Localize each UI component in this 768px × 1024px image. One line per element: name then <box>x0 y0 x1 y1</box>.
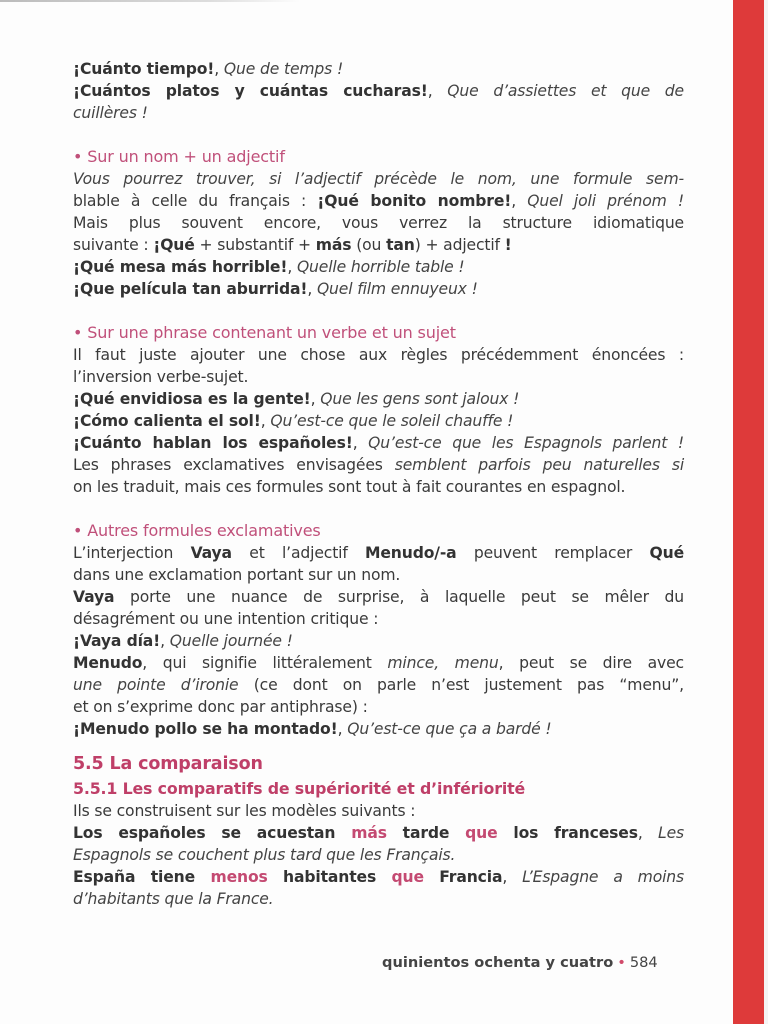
paragraph-line: blable à celle du français : ¡Qué bonito nombre!, Quel joli prénom ! <box>73 192 684 210</box>
scan-top-edge <box>0 0 300 2</box>
example-line: ¡Qué mesa más horrible!, Quelle horrible table ! <box>73 258 465 276</box>
spanish-example: ¡Cuánto tiempo! <box>73 60 215 78</box>
french-translation: Que les gens sont jaloux ! <box>320 390 520 408</box>
spanish-example: Francia <box>423 868 503 886</box>
french-translation: Qu’est-ce que les Espagnols parlent ! <box>368 434 685 452</box>
spanish-example: ¡Cuántos platos y cuántas cucharas! <box>73 82 428 100</box>
bullet-heading: • Autres formules exclamatives <box>73 521 321 540</box>
paragraph-line <box>73 674 684 696</box>
page-body <box>73 58 684 910</box>
text: blable à celle du français : <box>73 192 318 210</box>
example-line-cont <box>73 888 684 910</box>
section-heading: 5.5 La comparaison <box>73 754 263 774</box>
paragraph-line <box>73 586 684 608</box>
spanish-example: los franceses <box>497 824 638 842</box>
keyword: Vaya <box>190 544 232 562</box>
italic-text: mince, menu <box>387 654 499 672</box>
keyword: Menudo/-a <box>365 544 457 562</box>
spanish-example: ¡Cómo calienta el sol! <box>73 412 261 430</box>
spanish-example: ¡Cuánto hablan los españoles! <box>73 434 353 452</box>
spacer <box>73 740 684 750</box>
french-translation: Espagnols se couchent plus tard que les Français. <box>73 846 456 864</box>
example-line-cont <box>73 844 684 866</box>
keyword: Vaya <box>73 588 115 606</box>
paragraph-line <box>73 234 684 256</box>
bullet-separator-icon: • <box>617 954 626 971</box>
example-line-cont <box>73 102 684 124</box>
spanish-example: España tiene <box>73 868 211 886</box>
paragraph-line: dans une exclamation portant sur un nom. <box>73 566 401 584</box>
italic-text: semblent parfois peu naturelles si <box>394 456 685 474</box>
spanish-example: ¡Menudo pollo se ha montado! <box>73 720 338 738</box>
text: + substantif + <box>194 236 316 254</box>
page-edge <box>764 0 768 1024</box>
keyword: más <box>315 236 352 254</box>
text: (ce dont on parle n’est justement pas “menu”, <box>238 676 684 694</box>
bullet-heading: • Sur un nom + un adjectif <box>73 147 285 166</box>
french-translation: Quelle journée ! <box>169 632 293 650</box>
paragraph-line <box>73 168 684 190</box>
bullet-heading: • Sur une phrase contenant un verbe et un sujet <box>73 323 456 342</box>
example-line: España tiene menos habitantes que Francia, L’Espagne a moins <box>73 868 684 886</box>
example-line: Los españoles se acuestan más tarde que los franceses, Les <box>73 824 684 842</box>
comparative-keyword: menos <box>210 868 268 886</box>
paragraph-line: Il faut juste ajouter une chose aux règles précédemment énoncées : <box>73 346 684 364</box>
example-line: ¡Qué envidiosa es la gente!, Que les gens sont jaloux ! <box>73 390 520 408</box>
paragraph-line <box>73 454 684 476</box>
spanish-example: ¡Que película tan aburrida! <box>73 280 308 298</box>
text: et l’adjectif <box>231 544 365 562</box>
example-line: ¡Cuántos platos y cuántas cucharas!, Que d’assiettes et que de <box>73 82 685 100</box>
spanish-example: Los españoles se acuestan <box>73 824 352 842</box>
text: porte une nuance de surprise, à laquelle peut se mêler du <box>114 588 684 606</box>
paragraph-line: Mais plus souvent encore, vous verrez la structure idiomatique <box>73 214 684 232</box>
french-translation: Que de temps ! <box>223 60 344 78</box>
french-translation: Que d’assiettes et que de <box>447 82 685 100</box>
comparative-keyword: que <box>465 824 498 842</box>
keyword: ! <box>504 236 512 254</box>
text: (ou <box>351 236 387 254</box>
paragraph-line <box>73 542 684 564</box>
paragraph-line: Ils se construisent sur les modèles suivants : <box>73 802 416 820</box>
keyword: tan <box>386 236 415 254</box>
subsection-heading: 5.5.1 Les comparatifs de supériorité et d’infériorité <box>73 779 526 798</box>
chapter-tab-marker <box>733 0 764 1024</box>
spanish-example: tarde <box>386 824 466 842</box>
italic-text: une pointe d’ironie <box>73 676 239 694</box>
paragraph-line: l’inversion verbe-sujet. <box>73 368 249 386</box>
text: L’interjection <box>73 544 191 562</box>
spanish-example: ¡Qué bonito nombre! <box>317 192 512 210</box>
comparative-keyword: que <box>391 868 424 886</box>
spacer <box>73 498 684 520</box>
french-translation: Les <box>658 824 684 842</box>
example-line: ¡Cómo calienta el sol!, Qu’est-ce que le soleil chauffe ! <box>73 412 514 430</box>
french-translation: cuillères ! <box>73 104 148 122</box>
french-translation: Quelle horrible table ! <box>296 258 465 276</box>
text: ) + adjectif <box>414 236 505 254</box>
text: suivante : <box>73 236 154 254</box>
spacer <box>73 300 684 322</box>
spanish-example: ¡Qué mesa más horrible! <box>73 258 288 276</box>
text: , peut se dire avec <box>498 654 684 672</box>
text: Les phrases exclamatives envisagées <box>73 456 395 474</box>
paragraph-line <box>73 652 684 674</box>
french-translation: Quel film ennuyeux ! <box>316 280 478 298</box>
keyword: Menudo <box>73 654 143 672</box>
italic-text: Vous pourrez trouver, si l’adjectif précède le nom, une formule sem- <box>73 170 684 188</box>
paragraph-line: désagrément ou une intention critique : <box>73 610 379 628</box>
paragraph-line: on les traduit, mais ces formules sont tout à fait courantes en espagnol. <box>73 478 626 496</box>
spanish-example: habitantes <box>267 868 392 886</box>
french-translation: Qu’est-ce que ça a bardé ! <box>347 720 552 738</box>
spacer <box>73 124 684 146</box>
french-translation: Quel joli prénom ! <box>527 192 684 210</box>
spanish-example: ¡Vaya día! <box>73 632 161 650</box>
french-translation: Qu’est-ce que le soleil chauffe ! <box>270 412 514 430</box>
french-translation: L’Espagne a moins <box>522 868 684 886</box>
page-number-words: quinientos ochenta y cuatro <box>382 954 614 971</box>
paragraph-line: et on s’exprime donc par antiphrase) : <box>73 698 368 716</box>
page-footer <box>382 954 658 971</box>
french-translation: d’habitants que la France. <box>73 890 274 908</box>
page-number: 584 <box>629 954 658 971</box>
example-line: ¡Menudo pollo se ha montado!, Qu’est-ce que ça a bardé ! <box>73 720 552 738</box>
example-line: ¡Cuánto tiempo!, Que de temps ! <box>73 60 344 78</box>
keyword: ¡Qué <box>153 236 195 254</box>
example-line: ¡Que película tan aburrida!, Quel film ennuyeux ! <box>73 280 478 298</box>
comparative-keyword: más <box>351 824 387 842</box>
text: , qui signifie littéralement <box>142 654 388 672</box>
example-line: ¡Cuánto hablan los españoles!, Qu’est-ce que les Espagnols parlent ! <box>73 434 685 452</box>
text: peuvent remplacer <box>456 544 650 562</box>
keyword: Qué <box>649 544 684 562</box>
example-line: ¡Vaya día!, Quelle journée ! <box>73 632 293 650</box>
spanish-example: ¡Qué envidiosa es la gente! <box>73 390 311 408</box>
